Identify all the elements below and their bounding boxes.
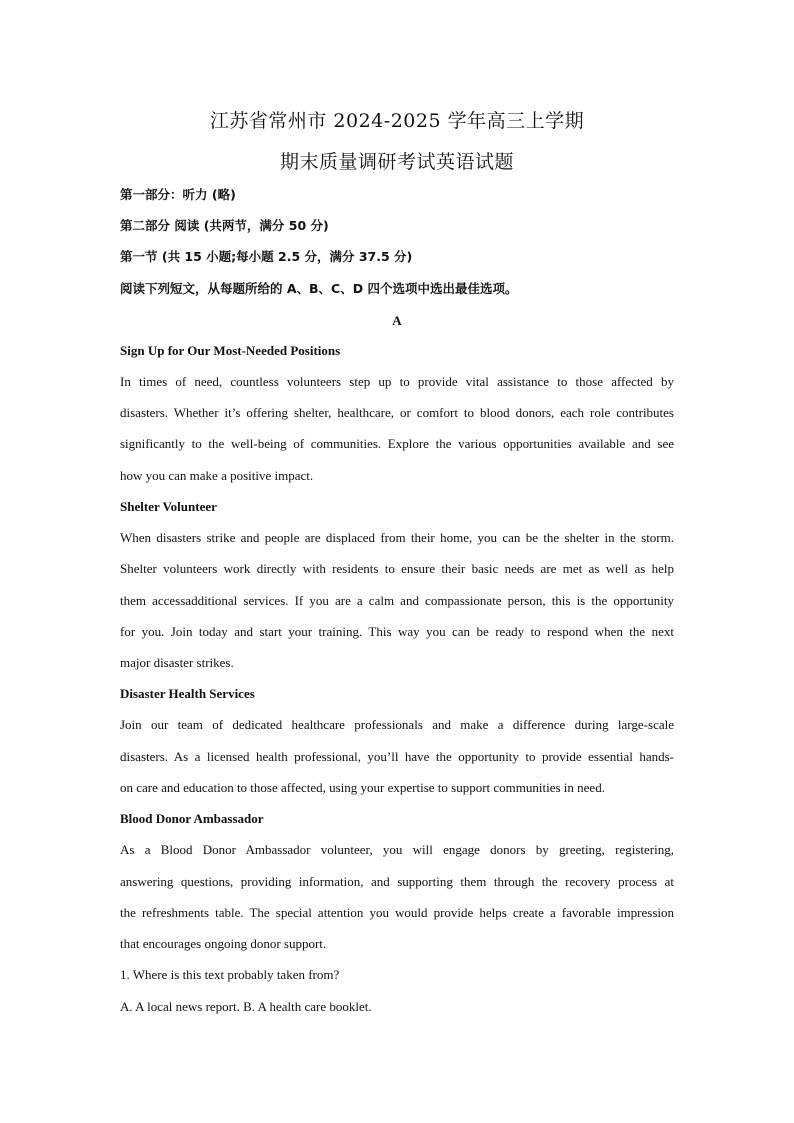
intro-line: how you can make a positive impact. (120, 468, 314, 483)
health-heading: Disaster Health Services (120, 686, 255, 701)
shelter-line: for you. Join today and start your training. This way you can be ready to respond when the next (120, 624, 674, 639)
blood-line: answering questions, providing information, and supporting them through the recovery process at (120, 874, 674, 889)
shelter-line: When disasters strike and people are displaced from their home, you can be the shelter in the storm. (120, 530, 674, 545)
passage-label: A (392, 313, 402, 328)
health-line: Join our team of dedicated healthcare professionals and make a difference during large-scale (120, 717, 674, 732)
shelter-heading: Shelter Volunteer (120, 499, 217, 514)
part2-heading: 第二部分 阅读 (共两节，满分 50 分) (120, 218, 329, 233)
intro-line: In times of need, countless volunteers step up to provide vital assistance to those affected by (120, 374, 674, 389)
shelter-line: them accessadditional services. If you are a calm and compassionate person, this is the opportunity (120, 593, 674, 608)
health-line: disasters. As a licensed health professional, you’ll have the opportunity to provide essential hands- (120, 749, 674, 764)
passage-heading: Sign Up for Our Most-Needed Positions (120, 343, 341, 358)
question-stem: 1. Where is this text probably taken from? (120, 967, 340, 982)
blood-line: the refreshments table. The special attention you would provide helps create a favorable impression (120, 905, 674, 920)
question-options: A. A local news report. B. A health care booklet. (120, 999, 372, 1014)
blood-line: As a Blood Donor Ambassador volunteer, you will engage donors by greeting, registering, (120, 842, 674, 857)
intro-line: disasters. Whether it’s offering shelter, healthcare, or comfort to blood donors, each role contributes (120, 405, 674, 420)
intro-line: significantly to the well-being of communities. Explore the various opportunities available and see (120, 436, 674, 451)
blood-heading: Blood Donor Ambassador (120, 811, 264, 826)
part1-heading: 第一部分：听力 (略) (120, 187, 236, 202)
section1-heading: 第一节 (共 15 小题;每小题 2.5 分，满分 37.5 分) (120, 249, 413, 264)
exam-title-line1: 江苏省常州市 2024-2025 学年高三上学期 (209, 110, 585, 132)
instruction: 阅读下列短文，从每题所给的 A、B、C、D 四个选项中选出最佳选项。 (120, 281, 518, 296)
exam-title-line2: 期末质量调研考试英语试题 (279, 151, 514, 173)
blood-line: that encourages ongoing donor support. (120, 936, 327, 951)
health-line: on care and education to those affected, using your expertise to support communities in need. (120, 780, 605, 795)
shelter-line: major disaster strikes. (120, 655, 234, 670)
shelter-line: Shelter volunteers work directly with residents to ensure their basic needs are met as well as help (120, 561, 674, 576)
